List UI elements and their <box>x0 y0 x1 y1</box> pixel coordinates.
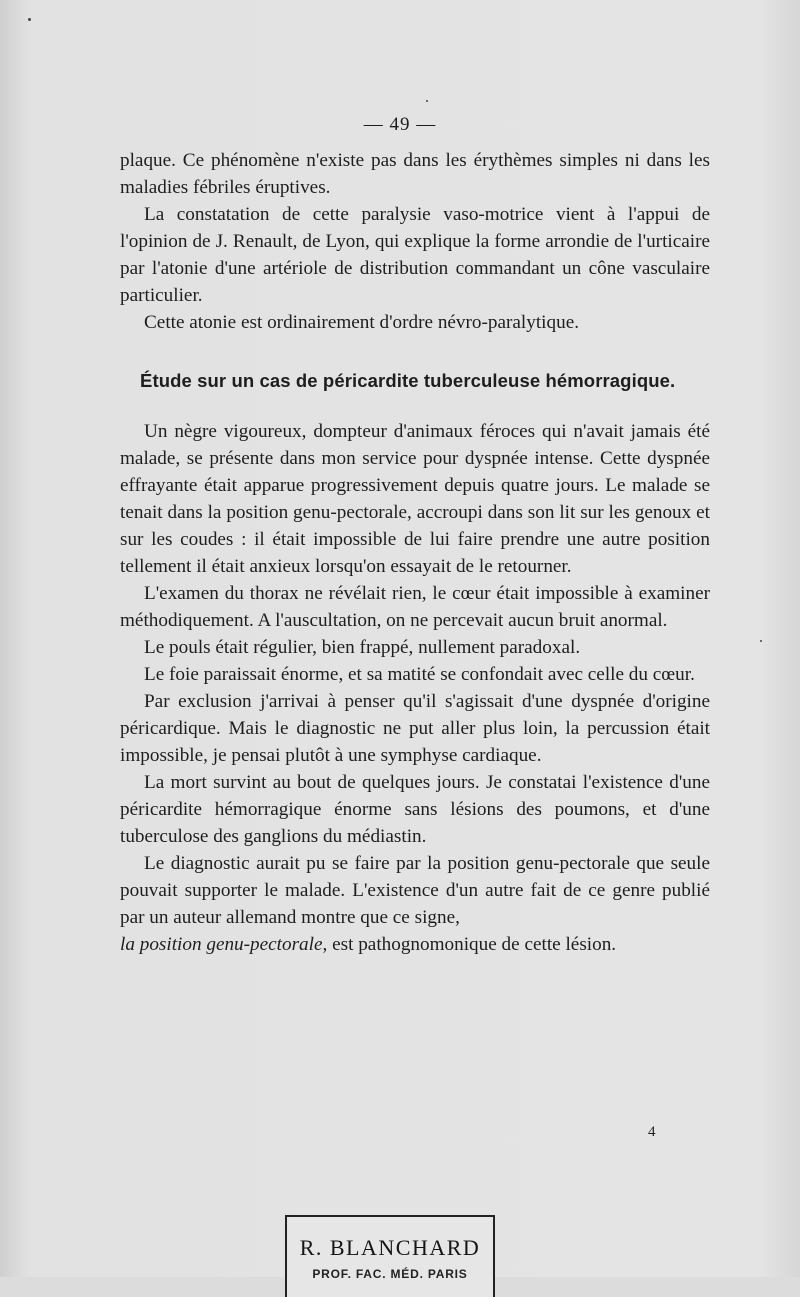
signature-mark: 4 <box>648 1124 656 1140</box>
paragraph: Un nègre vigoureux, dompteur d'animaux féroces qui n'avait jamais été malade, se présente dans mon service pour dyspnée intense. Cette dyspnée effrayante était apparue progressivement depuis quatre jours. Le malade se tenait dans la position genu-pectorale, accroupi dans son lit sur les genoux et sur les coudes : il était impossible de lui faire prendre une autre position tellement il était anxieux lorsqu'on essayait de le retourner. <box>120 421 710 577</box>
intro-text-block <box>120 147 710 336</box>
paragraph: plaque. Ce phénomène n'existe pas dans les érythèmes simples ni dans les maladies fébriles éruptives. <box>120 150 710 198</box>
paragraph: Le diagnostic aurait pu se faire par la position genu-pectorale que seule pouvait supporter le malade. L'existence d'un autre fait de ce genre publié par un auteur allemand montre que ce signe, <box>120 853 710 928</box>
stamp-name: R. BLANCHARD <box>299 1235 481 1260</box>
italic-phrase: la position genu-pectorale <box>120 934 323 955</box>
paper-speck <box>760 640 762 642</box>
page-number: — 49 — <box>363 114 437 135</box>
paper-speck <box>426 100 428 102</box>
paragraph: Par exclusion j'arrivai à penser qu'il s'agissait d'une dyspnée d'origine péricardique. Mais le diagnostic ne put aller plus loin, la percussion était impossible, je pensai plutôt à une symphyse cardiaque. <box>120 691 710 766</box>
section-heading: Étude sur un cas de péricardite tuberculeuse hémorragique. <box>140 370 676 391</box>
stamp-title: PROF. FAC. MÉD. PARIS <box>312 1267 468 1281</box>
paper-speck <box>28 18 31 21</box>
paragraph: La mort survint au bout de quelques jours. Je constatai l'existence d'une péricardite hémorragique énorme sans lésions des poumons, et d'une tuberculose des ganglions du médiastin. <box>120 772 710 847</box>
paragraph: La constatation de cette paralysie vaso-motrice vient à l'appui de l'opinion de J. Renault, de Lyon, qui explique la forme arrondie de l'urticaire par l'atonie d'une artériole de distribution commandant un cône vasculaire particulier. <box>120 204 710 306</box>
case-text-block <box>120 418 710 958</box>
paragraph: Le pouls était régulier, bien frappé, nullement paradoxal. <box>144 637 581 658</box>
paragraph-final-line <box>120 931 710 958</box>
final-text: , est pathognomonique de cette lésion. <box>322 934 617 955</box>
library-stamp <box>285 1215 495 1297</box>
paragraph: Cette atonie est ordinairement d'ordre névro-paralytique. <box>144 312 580 333</box>
paragraph: Le foie paraissait énorme, et sa matité se confondait avec celle du cœur. <box>144 664 695 685</box>
paragraph: L'examen du thorax ne révélait rien, le cœur était impossible à examiner méthodiquement. A l'auscultation, on ne percevait aucun bruit anormal. <box>120 583 710 631</box>
